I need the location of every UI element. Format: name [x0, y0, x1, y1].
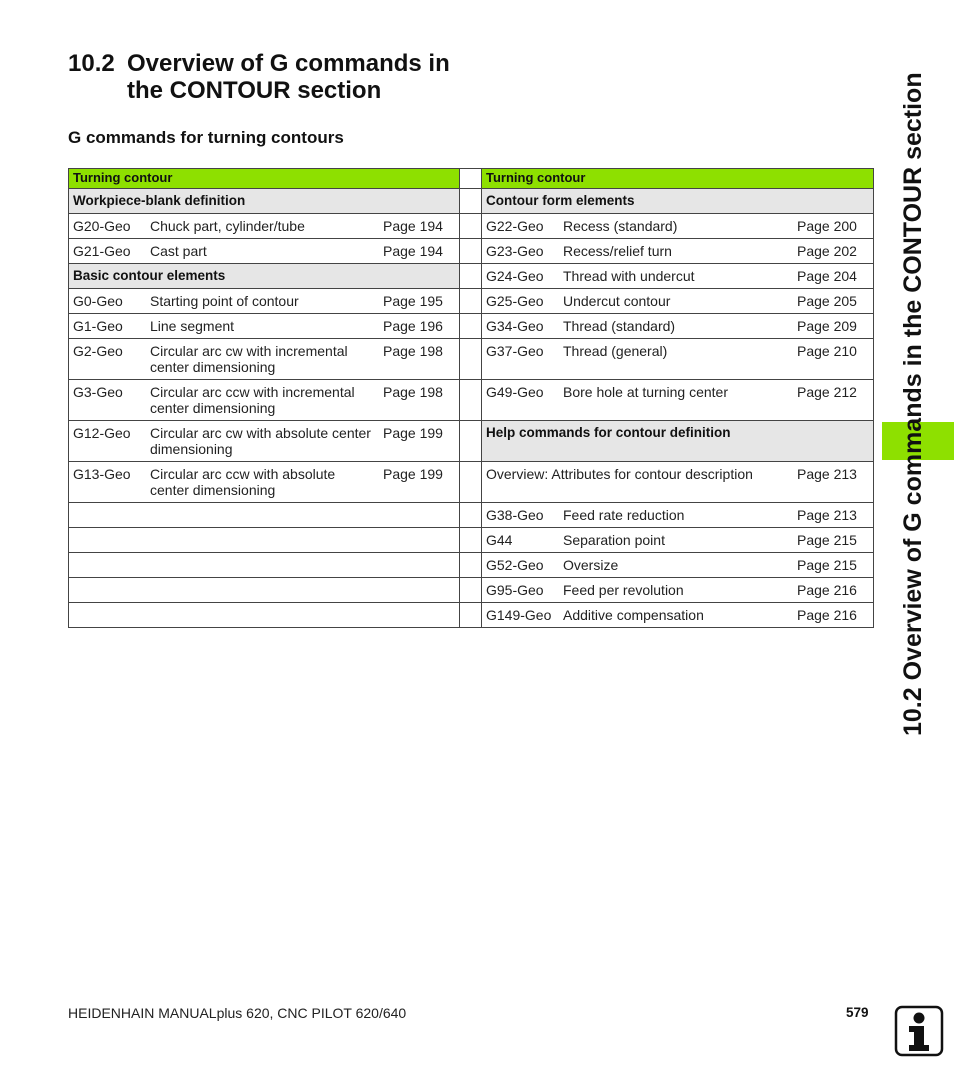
column-gap: [460, 264, 482, 289]
page-reference: Page 195: [383, 293, 443, 309]
page-reference: Page 199: [383, 466, 443, 482]
column-gap: [460, 462, 482, 503]
info-icon: [894, 1005, 944, 1057]
column-gap: [460, 169, 482, 189]
table-row: [69, 553, 874, 578]
right-command-row: [482, 314, 874, 339]
command-description: Circular arc cw with absolute center dimensioning: [150, 425, 371, 457]
subheading: G commands for turning contours: [68, 128, 344, 147]
left-section-title: Basic contour elements: [69, 264, 460, 289]
page-number: 579: [846, 1005, 869, 1020]
left-command-row: [69, 380, 460, 421]
right-command-row: [482, 553, 874, 578]
command-code: G23-Geo: [486, 243, 544, 259]
page-reference: Page 210: [797, 343, 857, 359]
table-row: [69, 578, 874, 603]
left-empty-cell: [69, 528, 460, 553]
page-reference: Page 199: [383, 425, 443, 441]
command-description: Feed per revolution: [563, 582, 684, 598]
title-line-2: the CONTOUR section: [127, 77, 382, 104]
column-gap: [460, 314, 482, 339]
command-description: Feed rate reduction: [563, 507, 685, 523]
left-table-header: Turning contour: [69, 169, 460, 189]
page-reference: Page 194: [383, 243, 443, 259]
table-row: [69, 314, 874, 339]
left-empty-cell: [69, 503, 460, 528]
command-code: G24-Geo: [486, 268, 544, 284]
command-code: G25-Geo: [486, 293, 544, 309]
page-reference: Page 213: [797, 466, 857, 482]
right-command-row: [482, 214, 874, 239]
command-code: G38-Geo: [486, 507, 544, 523]
command-code: G13-Geo: [73, 466, 131, 482]
command-code: G3-Geo: [73, 384, 123, 400]
right-command-row: [482, 462, 874, 503]
command-description: Oversize: [563, 557, 619, 573]
command-description: Line segment: [150, 318, 235, 334]
table-row: [69, 239, 874, 264]
command-description: Separation point: [563, 532, 665, 548]
command-description: Thread (standard): [563, 318, 676, 334]
left-command-row: [69, 421, 460, 462]
left-empty-cell: [69, 603, 460, 628]
g-commands-table: [68, 168, 874, 628]
command-description: Overview: Attributes for contour description: [486, 466, 753, 482]
command-code: G44: [486, 532, 513, 548]
command-code: G1-Geo: [73, 318, 123, 334]
left-command-row: [69, 462, 460, 503]
page-reference: Page 202: [797, 243, 857, 259]
page-reference: Page 204: [797, 268, 857, 284]
column-gap: [460, 239, 482, 264]
table-row: [69, 169, 874, 189]
table-row: [69, 462, 874, 503]
left-command-row: [69, 239, 460, 264]
table-row: [69, 214, 874, 239]
page-reference: Page 213: [797, 507, 857, 523]
command-description: Starting point of contour: [150, 293, 299, 309]
command-description: Chuck part, cylinder/tube: [150, 218, 305, 234]
table-row: [69, 189, 874, 214]
column-gap: [460, 603, 482, 628]
table-row: [69, 264, 874, 289]
left-empty-cell: [69, 553, 460, 578]
title-line-1: Overview of G commands in: [127, 50, 450, 77]
left-command-row: [69, 339, 460, 380]
left-command-row: [69, 214, 460, 239]
right-table-header: Turning contour: [482, 169, 874, 189]
column-gap: [460, 421, 482, 462]
command-description: Cast part: [150, 243, 207, 259]
table-row: [69, 421, 874, 462]
command-code: G21-Geo: [73, 243, 131, 259]
command-description: Recess (standard): [563, 218, 678, 234]
command-code: G49-Geo: [486, 384, 544, 400]
page-reference: Page 216: [797, 607, 857, 623]
command-code: G34-Geo: [486, 318, 544, 334]
page-reference: Page 194: [383, 218, 443, 234]
command-code: G20-Geo: [73, 218, 131, 234]
side-title: 10.2 Overview of G commands in the CONTOUR section: [899, 72, 927, 736]
command-description: Circular arc cw with incremental center dimensioning: [150, 343, 348, 375]
right-command-row: [482, 289, 874, 314]
right-section-title: Contour form elements: [482, 189, 874, 214]
command-code: G37-Geo: [486, 343, 544, 359]
command-description: Recess/relief turn: [563, 243, 672, 259]
right-command-row: [482, 239, 874, 264]
page-reference: Page 215: [797, 557, 857, 573]
section-number: 10.2: [68, 50, 115, 77]
column-gap: [460, 528, 482, 553]
table-row: [69, 339, 874, 380]
command-code: G22-Geo: [486, 218, 544, 234]
table-row: [69, 380, 874, 421]
command-description: Circular arc ccw with absolute center dimensioning: [150, 466, 336, 498]
table-row: [69, 528, 874, 553]
right-command-row: [482, 503, 874, 528]
column-gap: [460, 189, 482, 214]
page-reference: Page 196: [383, 318, 443, 334]
page-title: [68, 50, 450, 104]
command-code: G0-Geo: [73, 293, 123, 309]
column-gap: [460, 289, 482, 314]
page-reference: Page 216: [797, 582, 857, 598]
right-command-row: [482, 528, 874, 553]
table-row: [69, 289, 874, 314]
right-section-title: Help commands for contour definition: [482, 421, 874, 462]
page-reference: Page 198: [383, 384, 443, 400]
right-command-row: [482, 380, 874, 421]
command-description: Bore hole at turning center: [563, 384, 728, 400]
column-gap: [460, 380, 482, 421]
command-description: Additive compensation: [563, 607, 704, 623]
right-command-row: [482, 578, 874, 603]
table-row: [69, 603, 874, 628]
left-command-row: [69, 314, 460, 339]
command-description: Thread with undercut: [563, 268, 695, 284]
command-code: G12-Geo: [73, 425, 131, 441]
page-reference: Page 200: [797, 218, 857, 234]
page-reference: Page 212: [797, 384, 857, 400]
column-gap: [460, 553, 482, 578]
page-reference: Page 215: [797, 532, 857, 548]
page-reference: Page 198: [383, 343, 443, 359]
command-code: G52-Geo: [486, 557, 544, 573]
left-section-title: Workpiece-blank definition: [69, 189, 460, 214]
right-command-row: [482, 339, 874, 380]
right-command-row: [482, 264, 874, 289]
table-row: [69, 503, 874, 528]
page-reference: Page 209: [797, 318, 857, 334]
page-reference: Page 205: [797, 293, 857, 309]
command-description: Thread (general): [563, 343, 668, 359]
column-gap: [460, 503, 482, 528]
command-description: Undercut contour: [563, 293, 671, 309]
column-gap: [460, 339, 482, 380]
footer-text: HEIDENHAIN MANUALplus 620, CNC PILOT 620/640: [68, 1005, 407, 1021]
command-code: G149-Geo: [486, 607, 552, 623]
command-code: G95-Geo: [486, 582, 544, 598]
command-description: Circular arc ccw with incremental center dimensioning: [150, 384, 355, 416]
right-command-row: [482, 603, 874, 628]
column-gap: [460, 578, 482, 603]
command-code: G2-Geo: [73, 343, 123, 359]
column-gap: [460, 214, 482, 239]
left-command-row: [69, 289, 460, 314]
left-empty-cell: [69, 578, 460, 603]
